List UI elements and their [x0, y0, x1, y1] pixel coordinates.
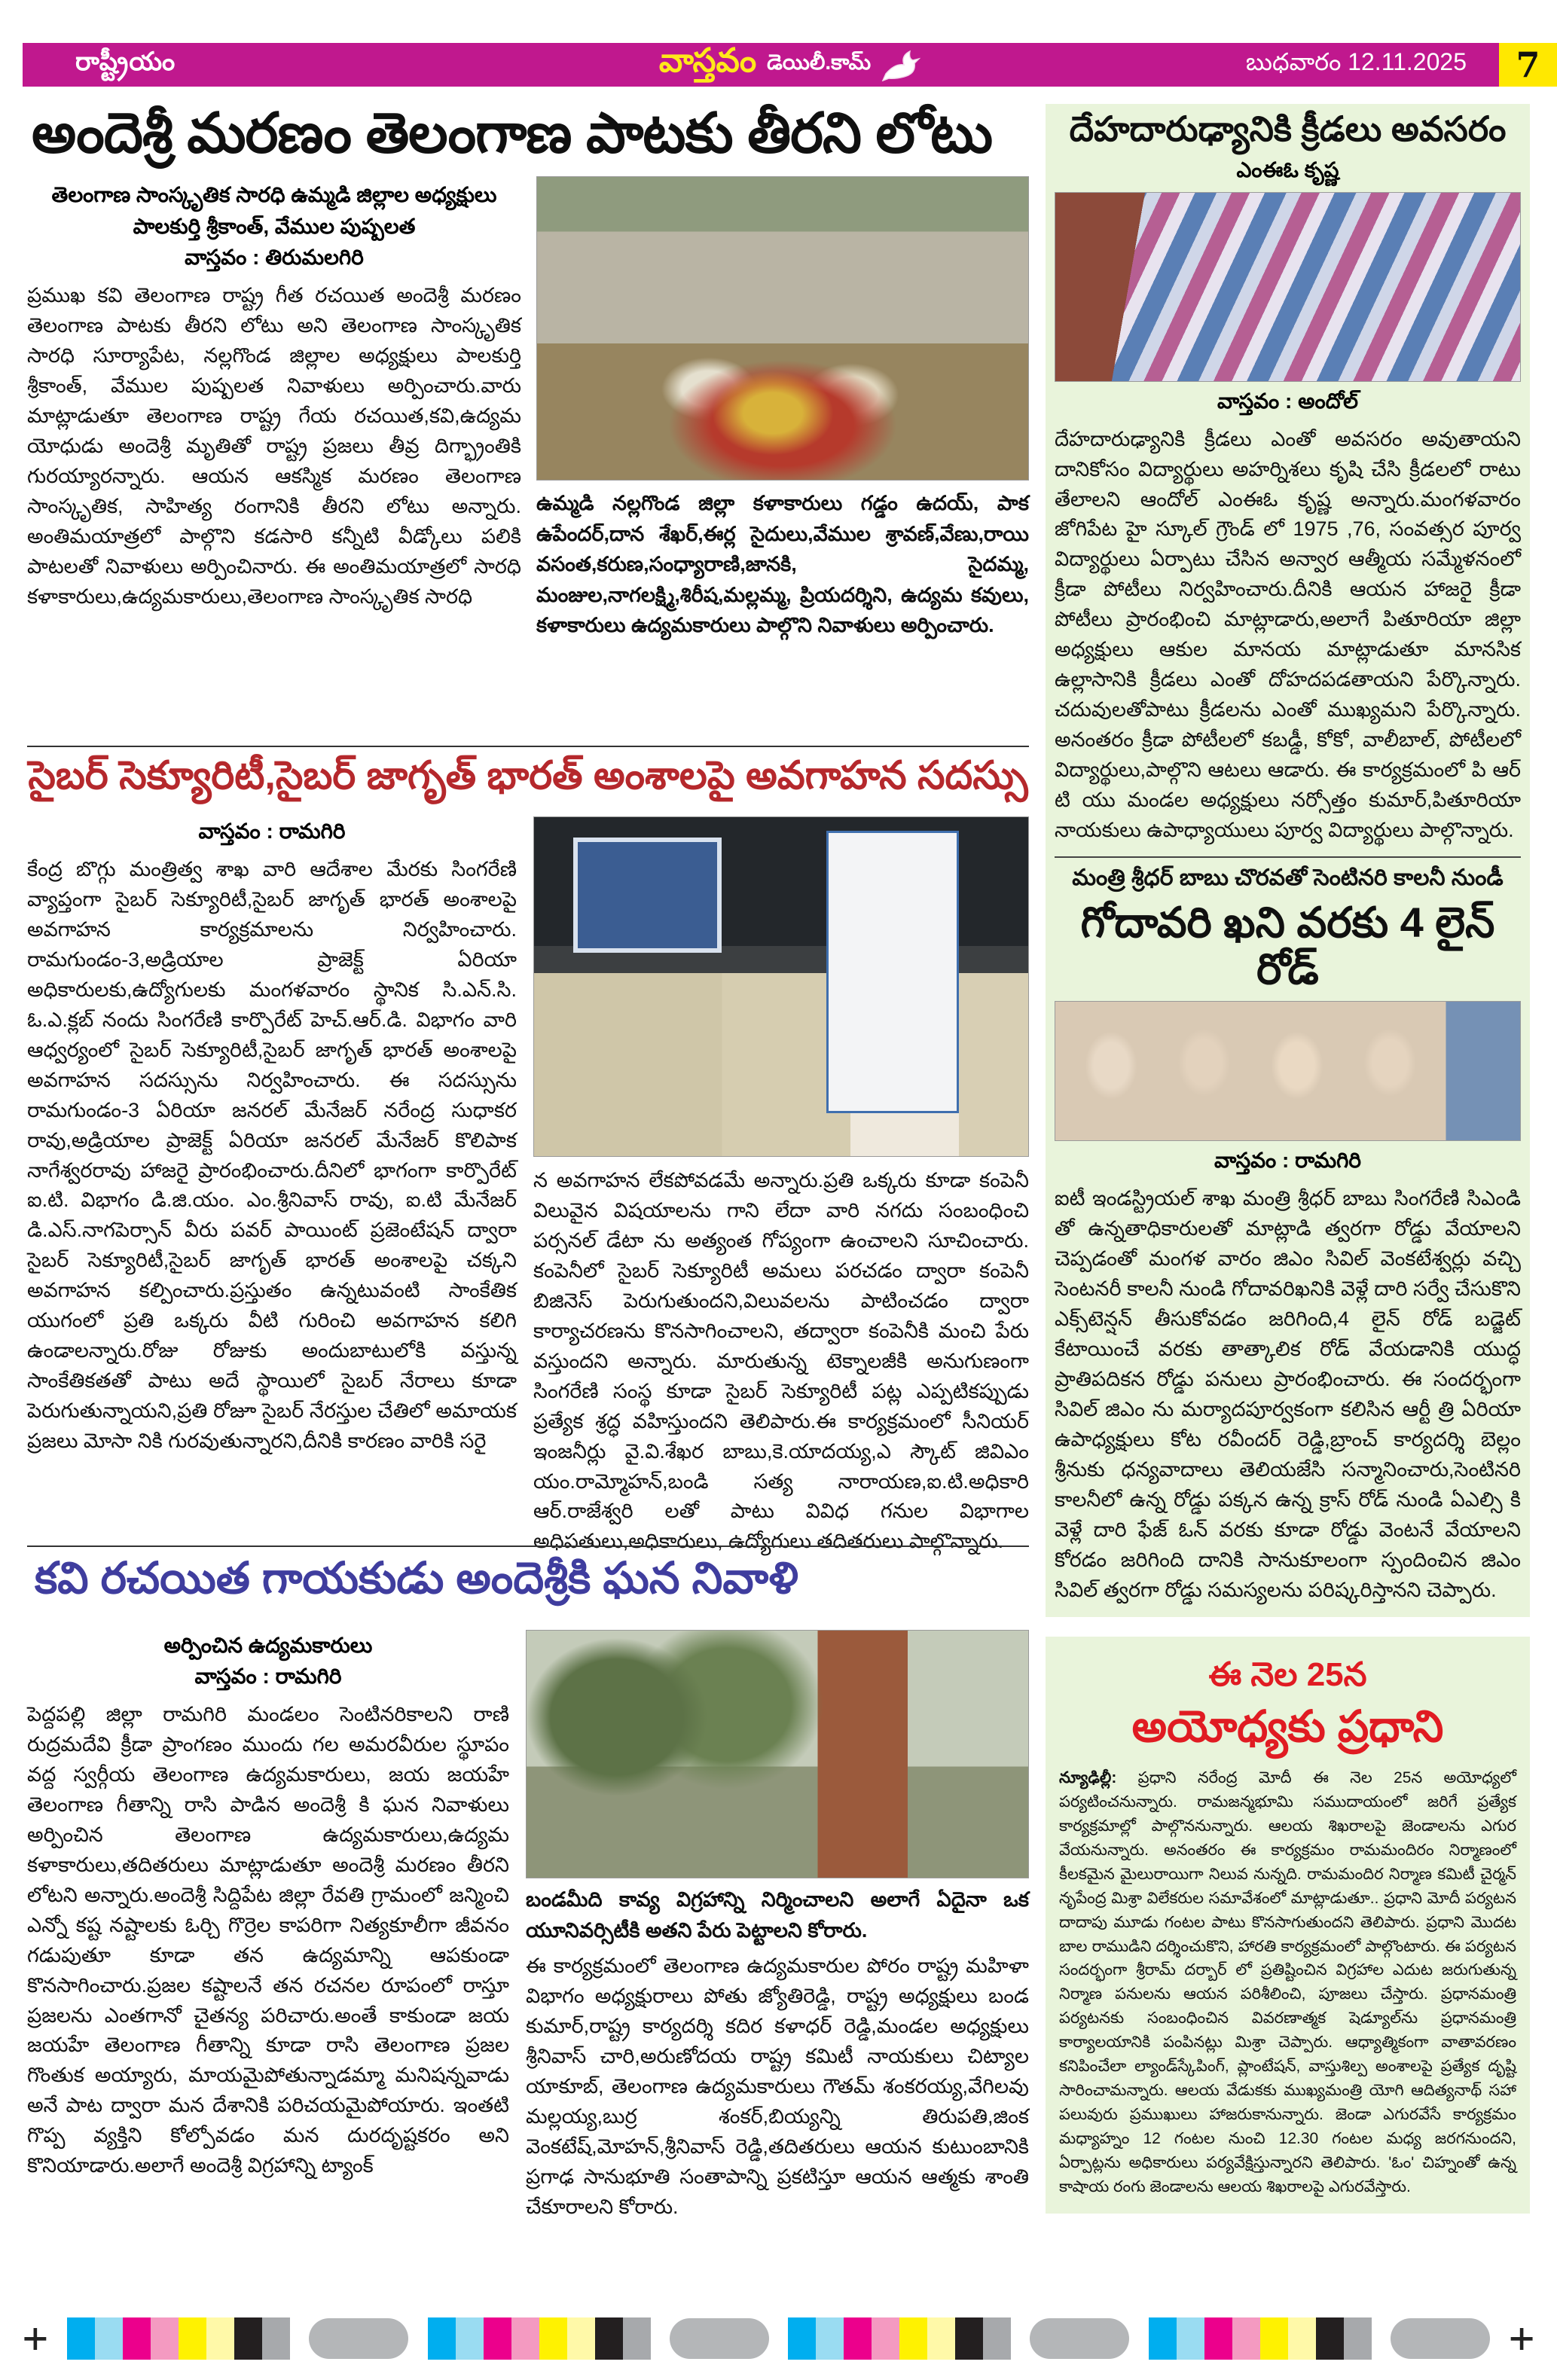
- main-byline-role: తెలంగాణ సాంస్కృతిక సారధి ఉమ్మడి జిల్లాల అధ్యక్షులు: [51, 183, 497, 206]
- road-body: ఐటీ ఇండస్ట్రియల్ శాఖ మంత్రి శ్రీధర్ బాబు సింగరేణి సిఎండి తో ఉన్నతాధికారులతో మాట్లాడి త్వరగా రోడ్డు వేయాలని చెప్పడంతో మంగళ వారం జిఎం సివిల్ వెంకటేశ్వర్లు వచ్చి సెంటనరీ కాలనీ నుండి గోదావరిఖనికి వెళ్లే దారి సర్వే చేసుకొని ఎక్స్‌టెన్షన్ తీసుకోవడం జరిగింది,4 లైన్ రోడ్ బడ్జెట్ కేటాయించే వరకు తాత్కాలిక రోడ్ వేయడానికి యుద్ధ ప్రాతిపదికన రోడ్డు పనులు ప్రారంభించారు. ఈ సందర్భంగా సివిల్ జిఎం ను మర్యాదపూర్వకంగా కలిసిన ఆర్టీ త్రి ఏరియా ఉపాధ్యక్షులు కోట రవీందర్ రెడ్డి,బ్రాంచ్ కార్యదర్శి బెల్లం శ్రీనుకు ధన్యవాదాలు తెలియజేసి సన్మానించారు,సెంటినరి కాలనీలో ఉన్న రోడ్డు పక్కన ఉన్న క్రాస్ రోడ్ నుండి ఏఎల్సి కి వెళ్లే దారి ఫేజ్ ఓన్ వరకు కూడా రోడ్డు వెంటనే వేయాలని కోరడం జరిగింది దానికి సానుకూలంగా స్పందించిన జిఎం సివిల్ త్వరగా రోడ్డు సమస్యలను పరిష్కరిస్తానని చెప్పారు.: [1055, 1187, 1521, 1601]
- color-swatch: [595, 2317, 623, 2360]
- color-swatch: [123, 2317, 151, 2360]
- color-swatch: [567, 2317, 595, 2360]
- gray-registration-pill: [1030, 2318, 1129, 2359]
- color-swatch: [1232, 2317, 1260, 2360]
- color-swatch: [1260, 2317, 1288, 2360]
- gray-registration-pill: [309, 2318, 408, 2359]
- color-swatch: [1288, 2317, 1316, 2360]
- right-column: [1046, 104, 1530, 2214]
- color-swatch: [623, 2317, 651, 2360]
- ayodhya-dateline-lead: న్యూఢిల్లీ:: [1059, 1769, 1117, 1787]
- cmyk-color-bar-group: [428, 2317, 651, 2360]
- cmyk-color-bar-group: [788, 2317, 1011, 2360]
- road-headline: గోదావరి ఖని వరకు 4 లైన్ రోడ్: [1080, 898, 1495, 993]
- masthead-bar: [23, 43, 1557, 87]
- main-photo-caption: ఉమ్మడి నల్లగొండ జిల్లా కళాకారులు గడ్డం ఉదయ్, పాక ఉపేందర్,దాన శేఖర్,ఈర్ల సైదులు,వేముల శ్రావణ్,వేణు,రాయి వసంత,కరుణ,సంధ్యారాణి,జానకి, సైదమ్మ, మంజుల,నాగలక్ష్మి,శిరీష,మల్లమ్మ, ప్రియదర్శిని, ఉద్యమ కవులు, కళాకారులు ఉద్యమకారులు పాల్గొని నివాళులు అర్పించారు.: [536, 492, 1029, 636]
- section-label: రాష్ట్రీయం: [75, 47, 176, 76]
- tribute-photo-caption: బండమీది కావ్య విగ్రహాన్ని నిర్మించాలని అలాగే ఏదైనా ఒక యూనివర్సిటీకి అతని పేరు పెట్టాలని కోరారు.: [526, 1888, 1029, 1942]
- color-swatch: [844, 2317, 872, 2360]
- right-column-green-block: [1046, 104, 1530, 1617]
- color-swatch: [539, 2317, 567, 2360]
- ayodhya-headline-top: ఈ నెల 25న: [1208, 1656, 1367, 1694]
- color-swatch: [1204, 2317, 1232, 2360]
- registration-cross-icon: +: [1509, 2314, 1534, 2363]
- color-swatch: [872, 2317, 899, 2360]
- sports-byline: ఎంఈఓ కృష్ణ: [1236, 157, 1339, 182]
- main-byline-names: పాలకుర్తి శ్రీకాంత్, వేముల పుష్పలత: [133, 215, 416, 238]
- main-body-text: ప్రముఖ కవి తెలంగాణ రాష్ట్ర గీత రచయిత అందెశ్రీ మరణం తెలంగాణ పాటకు తీరని లోటు అని తెలంగాణ సాంస్కృతిక సారధి సూర్యాపేట, నల్లగొండ జిల్లాల అధ్యక్షులు పాలకుర్తి శ్రీకాంత్, వేముల పుష్పలత నివాళులు అర్పించారు.వారు మాట్లాడుతూ తెలంగాణ రాష్ట్ర గేయ రచయిత,కవి,ఉద్యమ యోధుడు అందెశ్రీ మృతితో రాష్ట్ర ప్రజలు తీవ్ర దిగ్భ్రాంతికి గురయ్యారన్నారు. ఆయన ఆకస్మిక మరణం తెలంగాణ సాంస్కృతిక, సాహిత్య రంగానికి తీరని లోటు అన్నారు. అంతిమయాత్రలో పాల్గొని కడసారి కన్నీటి వీడ్కోలు పలికి పాటలతో నివాళులు అర్పించినారు. ఈ అంతిమయాత్రలో సారధి కళాకారులు,ఉద్యమకారులు,తెలంగాణ సాంస్కృతిక సారధి: [27, 284, 521, 608]
- cmyk-color-bar-group: [67, 2317, 290, 2360]
- color-swatch: [927, 2317, 955, 2360]
- main-article-photo-column: [536, 176, 1029, 641]
- cmyk-color-bar-group: [1149, 2317, 1372, 2360]
- gray-registration-pill: [1391, 2318, 1490, 2359]
- main-dateline: వాస్తవం : తిరుమలగిరి: [185, 246, 364, 269]
- color-swatch: [983, 2317, 1011, 2360]
- gray-registration-pill: [670, 2318, 769, 2359]
- registration-cross-icon: +: [23, 2314, 48, 2363]
- color-swatch: [484, 2317, 511, 2360]
- brand-title: వాస్తవం: [658, 41, 757, 79]
- article-sports-need: [1055, 110, 1521, 846]
- tribute-body-left: పెద్దపల్లి జిల్లా రామగిరి మండలం సెంటినరికాలని రాణి రుద్రమదేవి క్రీడా ప్రాంగణం ముందు గల అమరవీరుల స్థూపం వద్ద స్వర్గీయ తెలంగాణ ఉద్యమకారులు, జయ జయహే తెలంగాణ గీతాన్ని రాసి పాడిన అందెశ్రీ కి ఘన నివాళులు అర్పించిన తెలంగాణ ఉద్యమకారులు,ఉద్యమ కళాకారులు,తదితరులు మాట్లాడుతూ అందెశ్రీ మరణం తీరని లోటని అన్నారు.అందెశ్రీ సిద్దిపేట జిల్లా రేవతి గ్రామంలో జన్మించి ఎన్నో కష్ట నష్టాలకు ఓర్చి గొర్రెల కాపరిగా నిత్యకూలీగా జీవనం గడుపుతూ కూడా తన ఉద్యమాన్ని ఆపకుండా కొనసాగించారు.ప్రజల కష్టాలనే తన రచనల రూపంలో రాస్తూ ప్రజలను ఎంతగానో చైతన్య పరిచారు.అంతే కాకుండా జయ జయహే తెలంగాణ గీతాన్ని కూడా రాసి తెలంగాణ ప్రజల గొంతుక అయ్యారు, మాయమైపోతున్నాడమ్మా మనిషన్నవాడు అనే పాట ద్వారా మన దేశానికి పరిచయమైపోయారు. ఇంతటి గొప్ప వ్యక్తిని కోల్పోవడం మన దురదృష్టకరం అని కొనియాడారు.అలాగే అందెశ్రీ విగ్రహాన్ని ట్యాంక్: [27, 1703, 509, 2177]
- color-swatch: [151, 2317, 179, 2360]
- road-kicker: మంత్రి శ్రీధర్ బాబు చొరవతో సెంటినరి కాలనీ నుండీ: [1055, 856, 1521, 896]
- color-swatch: [1177, 2317, 1204, 2360]
- article-andesri-loss: [27, 104, 1029, 746]
- tribute-text-left-column: [27, 1630, 509, 2181]
- sports-headline: దేహదారుఢ్యానికి క్రీడలు అవసరం: [1069, 109, 1507, 148]
- color-swatch: [1149, 2317, 1177, 2360]
- funeral-crowd-photo: [536, 176, 1029, 481]
- road-dateline: వాస్తవం : రామగిరి: [1214, 1149, 1362, 1173]
- print-registration-strip: [23, 2314, 1534, 2363]
- color-swatch: [1344, 2317, 1372, 2360]
- color-swatch: [816, 2317, 844, 2360]
- awareness-meeting-photo: [533, 816, 1029, 1157]
- article-4lane-road: [1055, 856, 1521, 1606]
- left-column: [27, 104, 1029, 2275]
- color-swatch: [67, 2317, 95, 2360]
- cyber-right-column: [533, 816, 1029, 1557]
- officials-meeting-photo: [1055, 1001, 1521, 1141]
- color-swatch: [456, 2317, 484, 2360]
- main-headline: అందెశ్రీ మరణం తెలంగాణ పాటకు తీరని లోటు: [32, 102, 993, 164]
- article-pm-ayodhya: [1046, 1637, 1530, 2214]
- color-swatch: [955, 2317, 983, 2360]
- tribute-body-right: ఈ కార్యక్రమంలో తెలంగాణ ఉద్యమకారుల పోరం రాష్ట్ర మహిళా విభాగం అధ్యక్షురాలు పోతు జ్యోతిరెడ్డి, రాష్ట్ర అధ్యక్షులు బండ కుమార్,రాష్ట్ర కార్యదర్శి కదిర కళాధర్ రెడ్డి,మండల అధ్యక్షులు శ్రీనివాస్ చారి,అరుణోదయ రాష్ట్ర కమిటీ నాయకులు చిట్యాల యాకూబ్, తెలంగాణ ఉద్యమకారులు గౌతమ్ శంకరయ్య,వేగిలవు మల్లయ్య,బుర్ర శంకర్,బియ్యన్ని తిరుపతి,జింక వెంకటేష్,మోహన్,శ్రీనివాస్ రెడ్డి,తదితరులు ఆయన కుటుంబానికి ప్రగాఢ సానుభూతి సంతాపాన్ని ప్రకటిస్తూ ఆయన ఆత్మకు శాంతి చేకూరాలని కోరారు.: [526, 1954, 1029, 2218]
- article-andesri-tribute: [27, 1545, 1029, 2275]
- school-ground-photo: [1055, 192, 1521, 382]
- color-swatch: [206, 2317, 234, 2360]
- cyber-headline: సైబర్ సెక్యూరిటీ,సైబర్ జాగృత్ భారత్ అంశాలపై అవగాహన సదస్సు: [28, 754, 1028, 798]
- tribute-byline: అర్పించిన ఉద్యమకారులు: [163, 1634, 373, 1657]
- dove-logo-icon: [881, 48, 920, 81]
- ayodhya-headline-main: అయోధ్యకు ప్రధాని: [1131, 1702, 1444, 1752]
- sports-dateline: వాస్తవం : అందోల్: [1217, 389, 1358, 413]
- cyber-body-left: కేంద్ర బొగ్గు మంత్రిత్వ శాఖ వారి ఆదేశాల మేరకు సింగరేణి వ్యాప్తంగా సైబర్ సెక్యూరిటీ,సైబర్ జాగృత్ భారత్ అంశాలపై అవగాహన కార్యక్రమాలను నిర్వహించారు. రామగుండం-3,అడ్రియాల ప్రాజెక్ట్ ఏరియా అధికారులకు,ఉద్యోగులకు మంగళవారం స్థానిక సి.ఎన్.సి. ఓ.ఎ.క్లబ్ నందు సింగరేణి కార్పొరేట్ హెచ్.ఆర్.డి. విభాగం వారి ఆధ్వర్యంలో సైబర్ సెక్యూరిటీ,సైబర్ జాగృత్ భారత్ అంశాలపై అవగాహన సదస్సును నిర్వహించారు. ఈ సదస్సును రామగుండం-3 ఏరియా జనరల్ మేనేజర్ నరేంద్ర సుధాకర రావు,అడ్రియాల ప్రాజెక్ట్ ఏరియా జనరల్ మేనేజర్ కొలిపాక నాగేశ్వరరావు హాజరై ప్రారంభించారు.దీనిలో భాగంగా కార్పొరేట్ ఐ.టి. విభాగం డి.జి.యం. ఎం.శ్రీనివాస్ రావు, ఐ.టి మేనేజర్ డి.ఎస్.నాగపెర్సాన్ వీరు పవర్ పాయింట్ ప్రజెంటేషన్ ద్వారా సైబర్ సెక్యూరిటీ,సైబర్ జాగృత్ భారత్ అంశాలపై చక్కని అవగాహన కల్పించారు.ప్రస్తుతం ఉన్నటువంటి సాంకేతిక యుగంలో ప్రతి ఒక్కరు వీటి గురించి అవగాహన కలిగి ఉండాలన్నారు.రోజు రోజుకు అందుబాటులోకి వస్తున్న సాంకేతికతతో పాటు అదే స్థాయిలో సైబర్ నేరాలు కూడా పెరుగుతున్నాయని,ప్రతి రోజూ సైబర్ నేరస్తుల చేతిలో అమాయక ప్రజలు మోసా నికి గురవుతున్నారని,దీనికి కారణం వారికి సరై: [27, 858, 517, 1453]
- ayodhya-body-text: ప్రధాని నరేంద్ర మోదీ ఈ నెల 25న అయోధ్యలో పర్యటించనున్నారు. రామజన్మభూమి సముదాయంలో జరిగే ప్రత్యేక కార్యక్రమాల్లో పాల్గొననున్నారు. ఆలయ శిఖరాలపై జెండాలను ఎగుర వేయనున్నారు. అనంతరం ఈ కార్యక్రమం రామమందిరం నిర్మాణంలో కీలకమైన మైలురాయిగా నిలువ నున్నది. రామమందిర నిర్మాణ కమిటీ చైర్మన్ నృపేంద్ర మిశ్రా విలేకరుల సమావేశంలో మాట్లాడుతూ.. ప్రధాని మోదీ పర్యటన దాదాపు మూడు గంటల పాటు కొనసాగుతుందని తెలిపారు. ప్రధాని మొదట బాల రాముడిని దర్శించుకొని, హారతి కార్యక్రమంలో పాల్గొంటారు. ఈ పర్యటన సందర్భంగా శ్రీరామ్ దర్బార్ లో ప్రతిష్టించిన విగ్రహాల ఎదుట జరుగుతున్న నిర్మాణ పనులను ఆయన పరిశీలించి, పూజలు చేస్తారు. ప్రధానమంత్రి పర్యటనకు సంబంధించిన వివరణాత్మక షెడ్యూల్‌ను ప్రధానమంత్రి కార్యాలయానికి పంపినట్లు మిశ్రా చెప్పారు. ఆధ్యాత్మికంగా వాతావరణం కనిపించేలా ల్యాండ్‌స్కేపింగ్, ప్లాంటేషన్, వాస్తుశిల్ప అంశాలపై ప్రత్యేక దృష్టి సారించామన్నారు. ఆలయ వేడుకకు ముఖ్యమంత్రి యోగి ఆదిత్యనాథ్ సహా పలువురు ప్రముఖులు హాజరుకానున్నారు. జెండా ఎగురవేసే కార్యక్రమం మధ్యాహ్నం 12 గంటల నుంచి 12.30 గంటల మధ్య జరగనుందని, ఏర్పాట్లను అధికారులు పర్యవేక్షిస్తున్నారని తెలిపారు. 'ఓం' చిహ్నంతో ఉన్న కాషాయ రంగు జెండాలను ఆలయ శిఖరాలపై ఎగురవేస్తారు.: [1059, 1769, 1516, 2195]
- color-swatch: [95, 2317, 123, 2360]
- brand-suffix: డెయిలీ.కామ్: [767, 50, 872, 74]
- tribute-right-column: [526, 1630, 1029, 2223]
- color-swatch: [234, 2317, 262, 2360]
- color-swatch: [262, 2317, 290, 2360]
- tribute-headline: కవి రచయిత గాయకుడు అందెశ్రీకి ఘన నివాళి: [35, 1554, 798, 1603]
- page-number-badge: 7: [1499, 43, 1557, 87]
- edition-date: బుధవారం 12.11.2025: [1245, 47, 1467, 75]
- color-swatch: [179, 2317, 206, 2360]
- color-swatch: [1316, 2317, 1344, 2360]
- cyber-dateline: వాస్తవం : రామగిరి: [198, 819, 346, 843]
- main-article-text-column: [27, 179, 521, 612]
- cyber-body-right: న అవగాహన లేకపోవడమే అన్నారు.ప్రతి ఒక్కరు కూడా కంపెనీ విలువైన విషయాలను గాని లేదా వారి నగదు సంబంధించి పర్సనల్ డేటా ను అత్యంత గోప్యంగా ఉంచాలని సూచించారు. కంపెనీలో సైబర్ సెక్యూరిటీ అమలు పరచడం ద్వారా కంపెనీ బిజినెస్ పెరుగుతుందని,విలువలను పాటించడం ద్వారా కార్యాచరణను కొనసాగించాలని, తద్వారా కంపెనీకి మంచి పేరు వస్తుందని అన్నారు. మారుతున్న టెక్నాలజీకి అనుగుణంగా సింగరేణి సంస్థ కూడా సైబర్ సెక్యూరిటీ పట్ల ఎప్పటికప్పుడు ప్రత్యేక శ్రద్ధ వహిస్తుందని తెలిపారు.ఈ కార్యక్రమంలో సీనియర్ ఇంజనీర్లు వై.వి.శేఖర బాబు,కె.యాదయ్య,ఎ స్కౌట్ జివిఎం యం.రామ్మోహన్,బండి సత్య నారాయణ,ఐ.టి.అధికారి ఆర్.రాజేశ్వరి లతో పాటు వివిధ గనుల విభాగాల అధిపతులు,అధికారులు, ఉద్యోగులు తదితరులు పాల్గొన్నారు.: [533, 1169, 1029, 1553]
- color-swatch: [788, 2317, 816, 2360]
- color-swatch: [899, 2317, 927, 2360]
- ayodhya-body: [1059, 1766, 1516, 2198]
- color-swatch: [428, 2317, 456, 2360]
- tribute-dateline: వాస్తవం : రామగిరి: [194, 1664, 342, 1688]
- sports-body: దేహదారుఢ్యానికి క్రీడలు ఎంతో అవసరం అవుతాయని దానికోసం విద్యార్థులు అహర్నిశలు కృషి చేసి క్రీడలలో రాటు తేలాలని ఆందోల్ ఎంఈఓ కృష్ణ అన్నారు.మంగళవారం జోగిపేట హై స్కూల్ గ్రౌండ్ లో 1975 ,76, సంవత్సర పూర్వ విద్యార్థులు ఏర్పాటు చేసిన అన్వార ఆత్మీయ సమ్మేళనంలో క్రీడా పోటీలు నిర్వహించారు.దీనికి ఆయన హాజరై క్రీడా పోటీలు ప్రారంభించి మాట్లాడారు,అలాగే పితూరియా జిల్లా అధ్యక్షులు ఆకుల మానయ మాట్లాడుతూ మానసిక ఉల్లాసానికి క్రీడలు ఎంతో దోహదపడతాయని పేర్కొన్నారు. చదువులతోపాటు క్రీడలను ఎంతో ముఖ్యమని పేర్కొన్నారు. అనంతరం క్రీడా పోటీలలో కబడ్డీ, కోకో, వాలీబాల్, పోటీలలో విద్యార్థులు,పాల్గొని ఆటలు ఆడారు. ఈ కార్యక్రమంలో పి ఆర్ టి యు మండల అధ్యక్షులు నర్సోత్తం కుమార్,పితూరియా నాయకులు ఉపాధ్యాయులు పూర్వ విద్యార్థులు పాల్గొన్నారు.: [1055, 427, 1521, 841]
- cyber-text-left-column: [27, 816, 517, 1457]
- color-swatch: [511, 2317, 539, 2360]
- memorial-gathering-photo: [526, 1630, 1029, 1878]
- article-cyber-security: [27, 746, 1029, 1553]
